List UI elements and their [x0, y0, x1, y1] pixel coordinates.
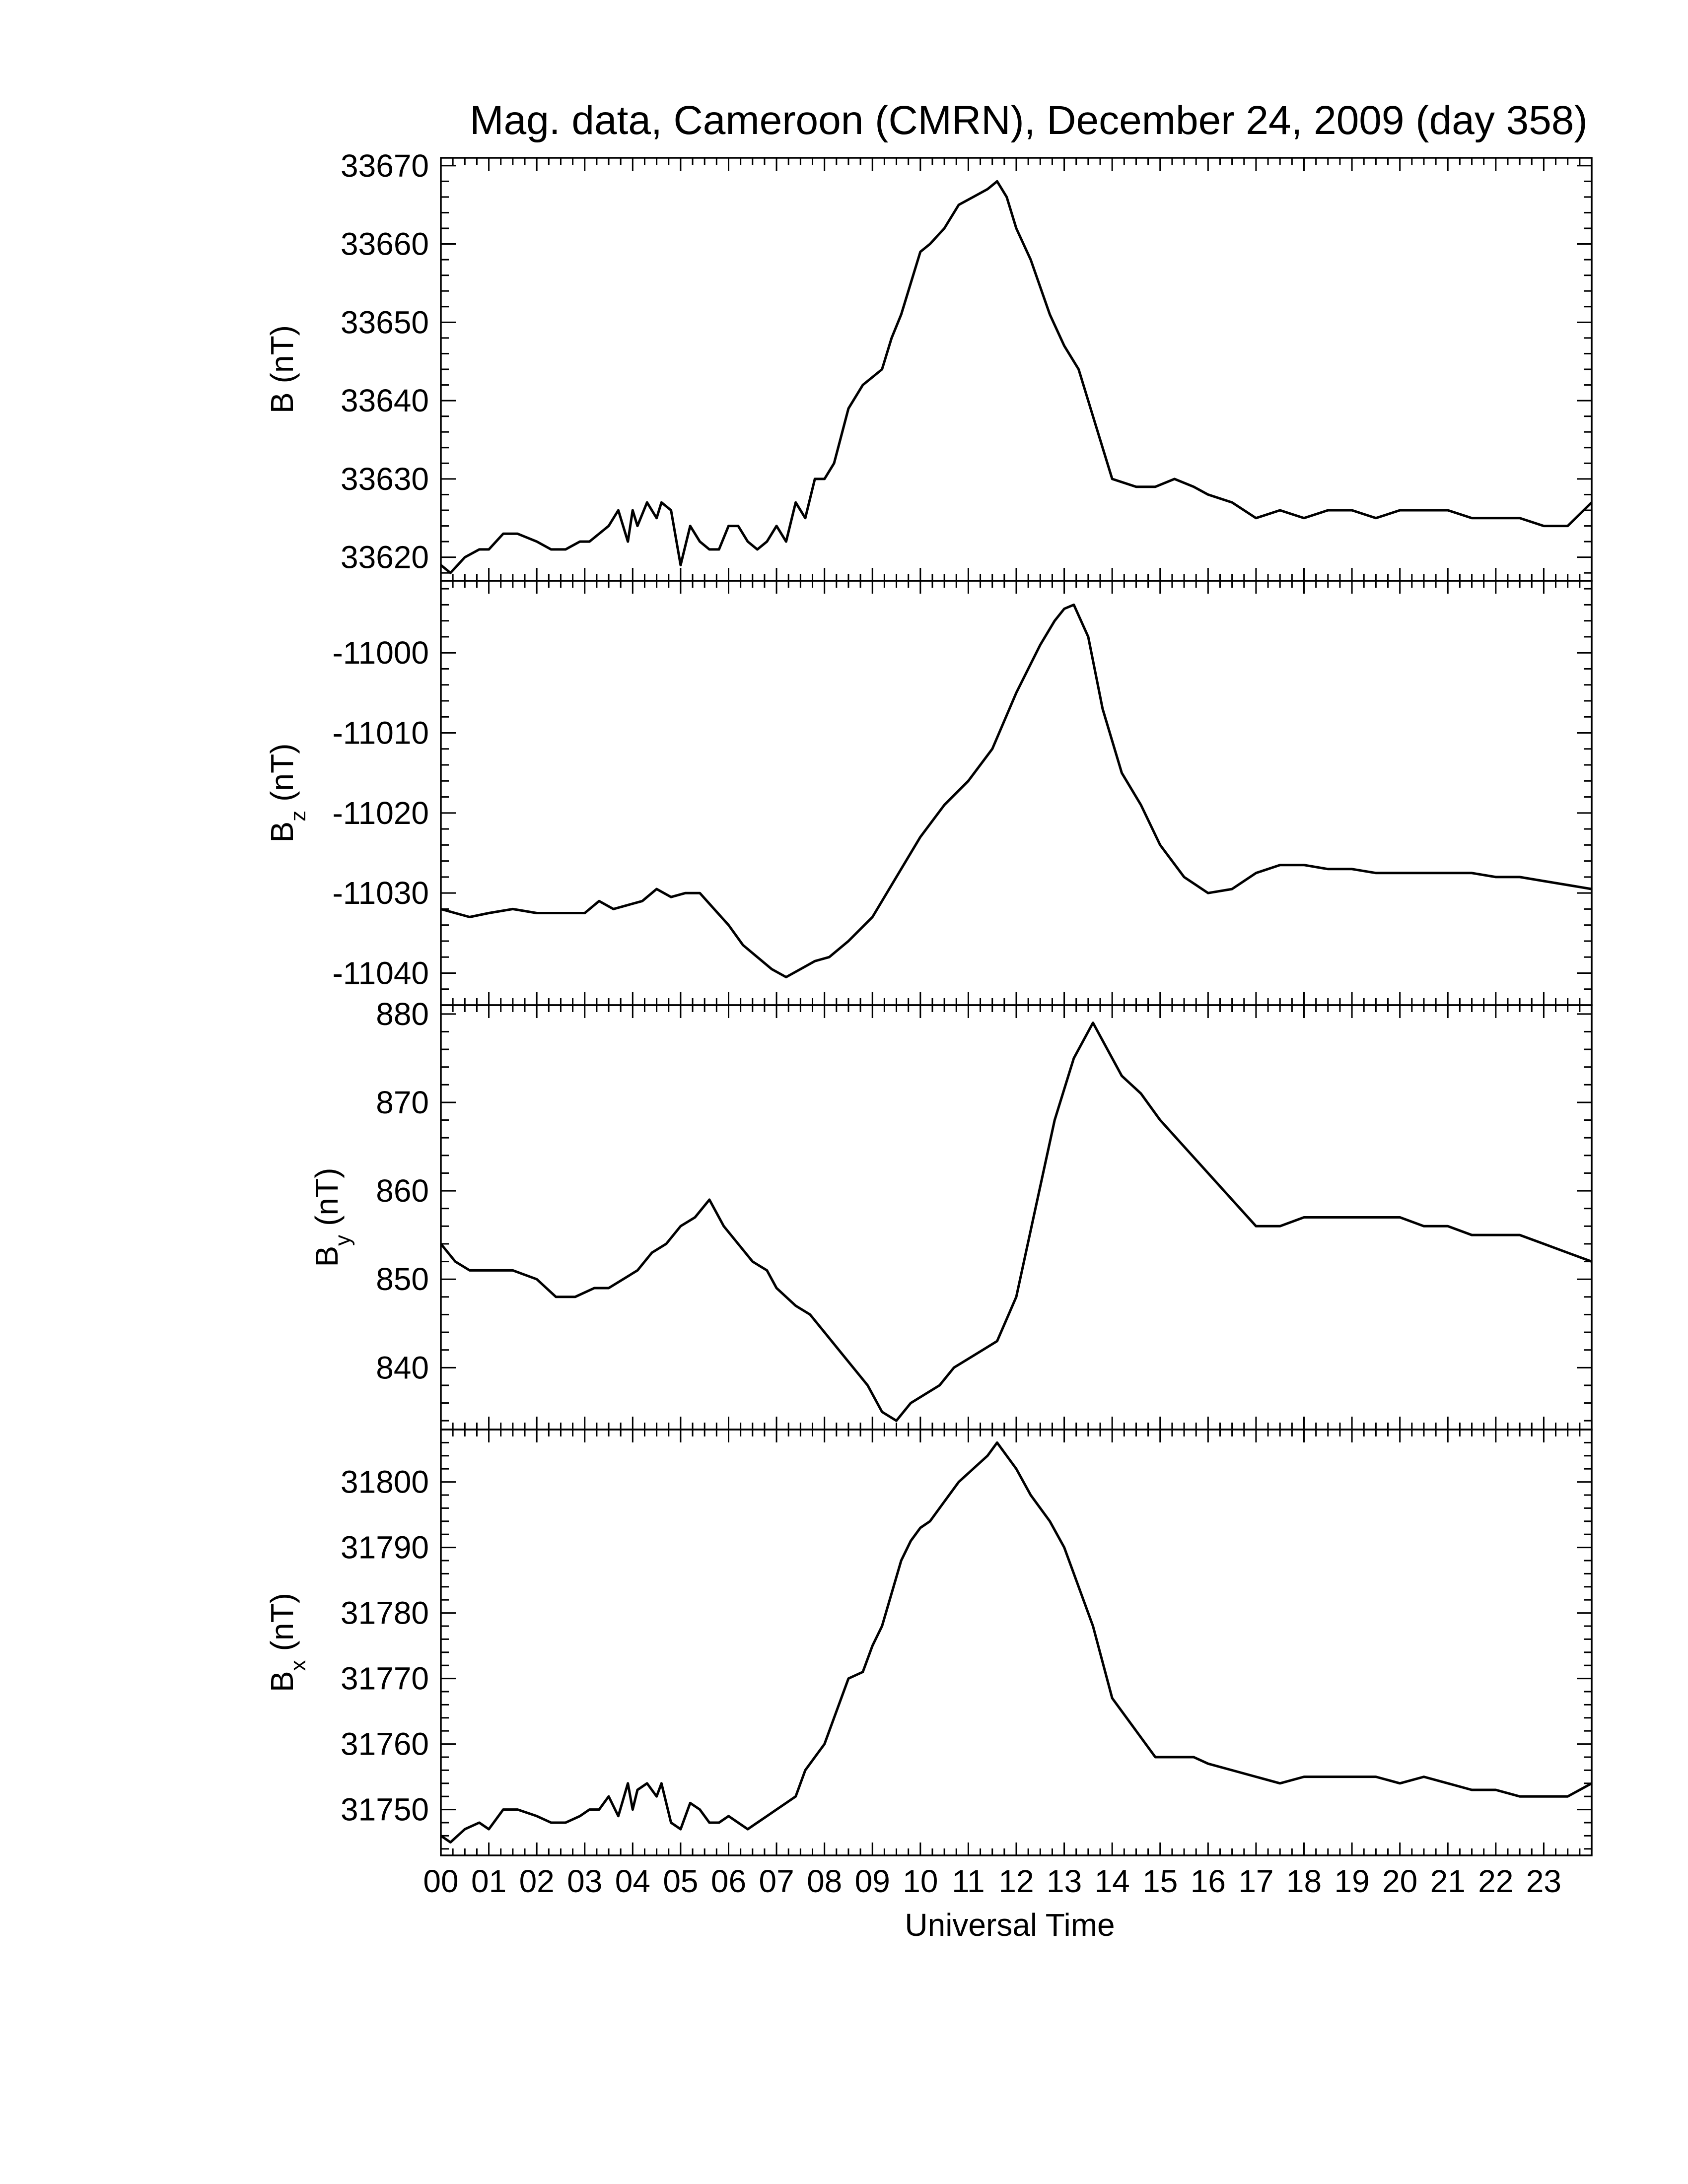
panel-b-series-line [441, 181, 1592, 573]
y-tick-label: 31800 [341, 1464, 429, 1500]
y-tick-label: -11040 [332, 955, 429, 991]
x-tick-label: 02 [519, 1863, 555, 1899]
y-tick-label: 31750 [341, 1791, 429, 1828]
panel-by-frame [441, 1005, 1592, 1430]
panel-b-y-tick-labels [341, 148, 429, 575]
y-tick-label: -11020 [332, 795, 429, 831]
y-tick-label: 33670 [341, 147, 429, 184]
panel-by-y-tick-labels [376, 996, 429, 1386]
y-tick-label: 31790 [341, 1529, 429, 1566]
x-tick-label: 10 [903, 1863, 938, 1899]
panel-b-y-axis-label: B(nT) [264, 325, 300, 413]
x-tick-label: 08 [807, 1863, 843, 1899]
y-tick-label: 840 [376, 1350, 429, 1386]
x-tick-label: 21 [1430, 1863, 1466, 1899]
x-tick-label: 18 [1286, 1863, 1322, 1899]
x-tick-label: 20 [1382, 1863, 1418, 1899]
panel-bx-ticks [441, 1430, 1592, 1855]
panel-by-y-axis-label: $B_y(nT)$ [309, 1167, 355, 1267]
panel-bz-frame [441, 581, 1592, 1005]
y-tick-label: 31770 [341, 1660, 429, 1697]
y-tick-label: 33640 [341, 383, 429, 419]
panel-by-ticks [441, 1005, 1592, 1430]
x-tick-label: 00 [423, 1863, 459, 1899]
x-tick-label: 05 [663, 1863, 699, 1899]
y-tick-label: -11000 [332, 635, 429, 671]
chart-title: Mag. data, Cameroon (CMRN), December 24, 2009 (day 358) [470, 98, 1588, 143]
panel-bx-y-tick-labels [341, 1464, 429, 1828]
y-tick-label: 31780 [341, 1595, 429, 1631]
x-tick-label: 14 [1094, 1863, 1130, 1899]
panel-bx [264, 1430, 1592, 1855]
panel-bz-y-tick-labels [332, 635, 429, 991]
y-tick-label: 870 [376, 1084, 429, 1120]
y-tick-label: 33660 [341, 226, 429, 262]
panel-bz-y-axis-label: $B_z(nT)$ [264, 743, 310, 843]
x-tick-label: 04 [615, 1863, 650, 1899]
x-tick-label: 03 [567, 1863, 603, 1899]
x-tick-label: 09 [854, 1863, 890, 1899]
x-tick-label: 22 [1478, 1863, 1514, 1899]
x-axis-label: Universal Time [905, 1907, 1115, 1943]
panel-bz [264, 581, 1592, 1005]
x-tick-label: 07 [759, 1863, 794, 1899]
x-tick-label: 23 [1526, 1863, 1562, 1899]
panel-bz-series-line [441, 605, 1592, 977]
y-tick-label: 860 [376, 1173, 429, 1209]
panel-bx-series-line [441, 1442, 1592, 1842]
y-tick-label: -11010 [332, 715, 429, 751]
panel-bx-frame [441, 1430, 1592, 1855]
x-axis-tick-labels [423, 1863, 1561, 1899]
y-tick-label: -11030 [332, 875, 429, 911]
panel-b [264, 148, 1592, 581]
y-tick-label: 31760 [341, 1726, 429, 1762]
y-tick-label: 33650 [341, 304, 429, 341]
panel-by-series-line [441, 1023, 1592, 1421]
panel-bx-y-axis-label: $B_x(nT)$ [264, 1593, 310, 1692]
x-tick-label: 13 [1046, 1863, 1082, 1899]
x-tick-label: 15 [1142, 1863, 1178, 1899]
x-tick-label: 16 [1190, 1863, 1226, 1899]
panel-by [309, 996, 1592, 1430]
x-tick-label: 06 [710, 1863, 747, 1899]
x-tick-label: 19 [1334, 1863, 1370, 1899]
y-tick-label: 33630 [341, 461, 429, 497]
x-tick-label: 01 [471, 1863, 507, 1899]
y-tick-label: 33620 [341, 539, 429, 575]
x-tick-label: 12 [998, 1863, 1034, 1899]
panel-bz-ticks [441, 581, 1592, 1005]
x-tick-label: 17 [1238, 1863, 1274, 1899]
x-tick-label: 11 [952, 1863, 985, 1899]
y-tick-label: 880 [376, 996, 429, 1032]
y-tick-label: 850 [376, 1261, 429, 1297]
